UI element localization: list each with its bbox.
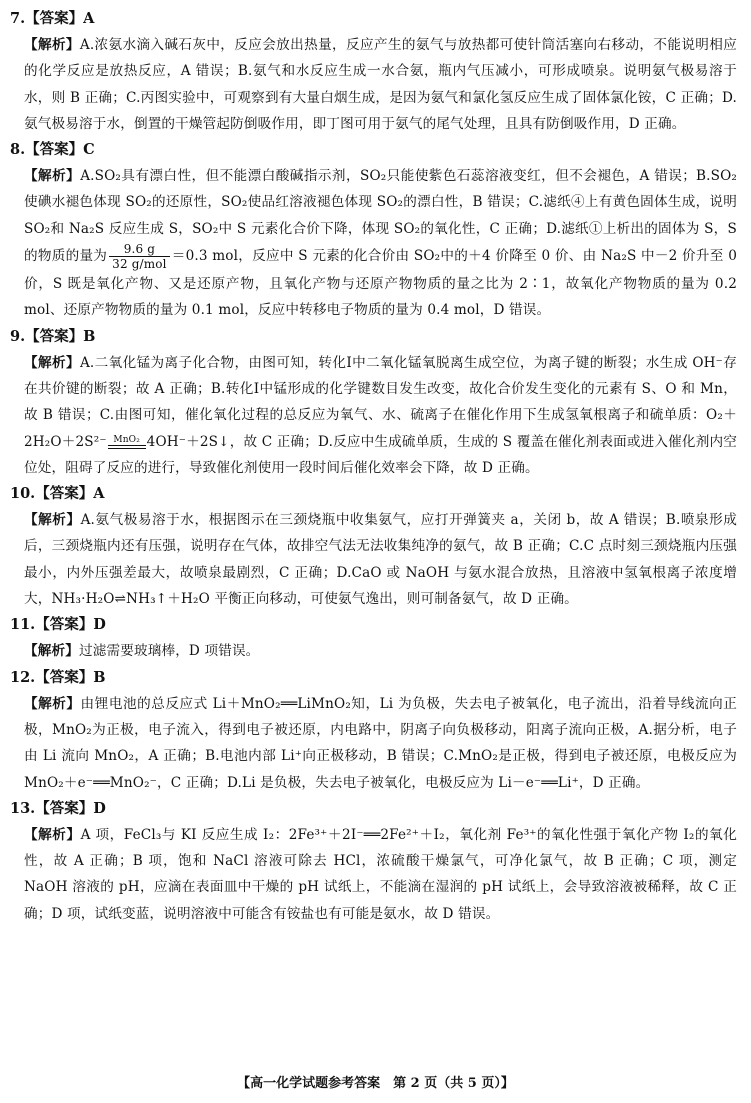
analysis-tag: 【解析】 — [24, 37, 80, 53]
analysis-body: A.氨气极易溶于水，根据图示在三颈烧瓶中收集氨气，应打开弹簧夹 a，关闭 b，故 A 错误；B.喷泉形成后，三颈烧瓶内还有压强，说明存在气体，故排空气法无法收集纯净的氨气，故 B 正确；C.C 点时刻三颈烧瓶内压强最小，内外压强差最大，故喷泉最剧烈，C 正确；D.CaO 或 NaOH 与氨水混合放热，且溶液中氢氧根离子浓度增大，NH₃·H₂O⇌NH₃↑＋H₂O 平衡正向移动，可使氨气逸出，则可制备氨气，故 D 正确。 — [24, 512, 737, 608]
fraction-denominator: 32 g/mol — [112, 257, 167, 272]
analysis-text — [10, 638, 737, 664]
equals-bar — [108, 445, 146, 449]
question-8 — [10, 137, 737, 323]
question-7 — [10, 6, 737, 137]
analysis-text — [10, 32, 737, 137]
answer-label: 11.【答案】D — [10, 616, 106, 634]
fraction — [109, 242, 169, 271]
analysis-tag: 【解析】 — [24, 168, 81, 185]
analysis-text — [10, 507, 737, 612]
analysis-text — [10, 822, 737, 927]
question-10 — [10, 481, 737, 612]
analysis-body-part-a: A.二氧化锰为离子化合物，由图可知，转化Ⅰ中二氧化锰氧脱离生成空位，为离子键的断裂；水生成 OH⁻存在共价键的断裂；故 A 正确；B.转化Ⅰ中锰形成的化学键数目发生改变，故化合价发生变化的元素有 S、O 和 Mn，故 B 错误；C.由图可知，催化氧化过程的总反应为氧气、水、硫离子在催化作用下生成氢氧根离子和硫单质：O₂＋2H₂O＋2S²⁻ — [24, 354, 737, 450]
answer-label: 9.【答案】B — [10, 327, 96, 345]
analysis-tag: 【解析】 — [24, 512, 81, 529]
analysis-tag: 【解析】 — [24, 695, 81, 712]
analysis-body: 由锂电池的总反应式 Li＋MnO₂══LiMnO₂知，Li 为负极，失去电子被氧化，电子流出，沿着导线流向正极，MnO₂为正极，电子流入，得到电子被还原，内电路中，阴离子向负极移动，阳离子流向正极，A.据分析，电子由 Li 流向 MnO₂，A 正确；B.电池内部 Li⁺向正极移动，B 错误；C.MnO₂是正极，得到电子被还原，电极反应为 MnO₂＋e⁻══MnO₂⁻，C 正确；D.Li 是负极，失去电子被氧化，电极反应为 Li－e⁻══Li⁺，D 正确。 — [24, 695, 737, 791]
analysis-body-part-b: ＝0.3 mol，反应中 S 元素的化合价由 SO₂中的＋4 价降至 0 价、由 Na₂S 中－2 价升至 0 价，S 既是氧化产物、又是还原产物，且氧化产物与还原产物物质的量之比为 2∶1，故氧化产物物质的量为 0.2 mol、还原产物物质的量为 0.1 mol，反应中转移电子物质的量为 0.4 mol，D 错误。 — [24, 248, 737, 319]
answer-label: 8.【答案】C — [10, 141, 95, 159]
analysis-body: 过滤需要玻璃棒，D 项错误。 — [78, 643, 260, 660]
question-11 — [10, 612, 737, 664]
analysis-body: A.浓氨水滴入碱石灰中，反应会放出热量，反应产生的氨气与放热都可使针筒活塞向右移动，不能说明相应的化学反应是放热反应，A 错误；B.氨气和水反应生成一水合氨，瓶内气压减小，可形成喷泉。说明氨气极易溶于水，则 B 正确；C.丙图实验中，可观察到有大量白烟生成，是因为氨气和氯化氢反应生成了固体氯化铵，C 正确；D.氨气极易溶于水，倒置的干燥管起防倒吸作用，即丁图可用于氨气的尾气处理，且具有防倒吸作用，D 正确。 — [24, 37, 737, 132]
page-footer: 【高一化学试题参考答案 第 2 页（共 5 页）】 — [237, 1076, 514, 1091]
analysis-text — [10, 350, 737, 481]
analysis-body-part-a: A.SO₂具有漂白性，但不能漂白酸碱指示剂，SO₂只能使紫色石蕊溶液变红，但不会褪色，A 错误；B.SO₂使碘水褪色体现 SO₂的还原性，SO₂使品红溶液褪色体现 SO₂的漂白性，B 错误；C.滤纸④上有黄色固体生成，说明 SO₂和 Na₂S 反应生成 S，SO₂中 S 元素化合价下降，体现 SO₂的氧化性，C 正确；D.滤纸①上析出的固体为 S，S 的物质的量为 — [24, 168, 737, 265]
analysis-tag: 【解析】 — [24, 826, 81, 843]
fraction-numerator: 9.6 g — [109, 242, 169, 257]
question-9 — [10, 324, 737, 481]
analysis-tag: 【解析】 — [24, 643, 79, 660]
analysis-body: A 项，FeCl₃与 KI 反应生成 I₂：2Fe³⁺＋2I⁻══2Fe²⁺＋I₂，氧化剂 Fe³⁺的氧化性强于氧化产物 I₂的氧化性，故 A 正确；B 项，饱和 NaCl 溶液可除去 HCl，浓硫酸干燥氯气，可净化氯气，故 B 正确；C 项，测定 NaOH 溶液的 pH，应滴在表面皿中干燥的 pH 试纸上，不能滴在湿润的 pH 试纸上，会导致溶液被稀释，故 C 正确；D 项，试纸变蓝，说明溶液中可能含有铵盐也有可能是氨水，故 D 错误。 — [24, 826, 737, 922]
reaction-condition: MnO₂ — [113, 435, 140, 446]
analysis-text — [10, 691, 737, 796]
answer-label: 7.【答案】A — [10, 10, 95, 27]
analysis-tag: 【解析】 — [24, 354, 80, 371]
answer-label: 13.【答案】D — [10, 799, 106, 817]
analysis-body-part-b: 4OH⁻＋2S↓，故 C 正确；D.反应中生成硫单质，生成的 S 覆盖在催化剂表面或进入催化剂内空位处，阻碍了反应的进行，导致催化剂使用一段时间后催化效率会下降，故 D 正确。 — [24, 433, 737, 476]
reaction-arrow — [108, 435, 146, 449]
answer-label: 12.【答案】B — [10, 668, 106, 686]
answer-label: 10.【答案】A — [10, 485, 105, 503]
question-12 — [10, 665, 737, 796]
question-13 — [10, 796, 737, 927]
analysis-text — [10, 163, 737, 323]
